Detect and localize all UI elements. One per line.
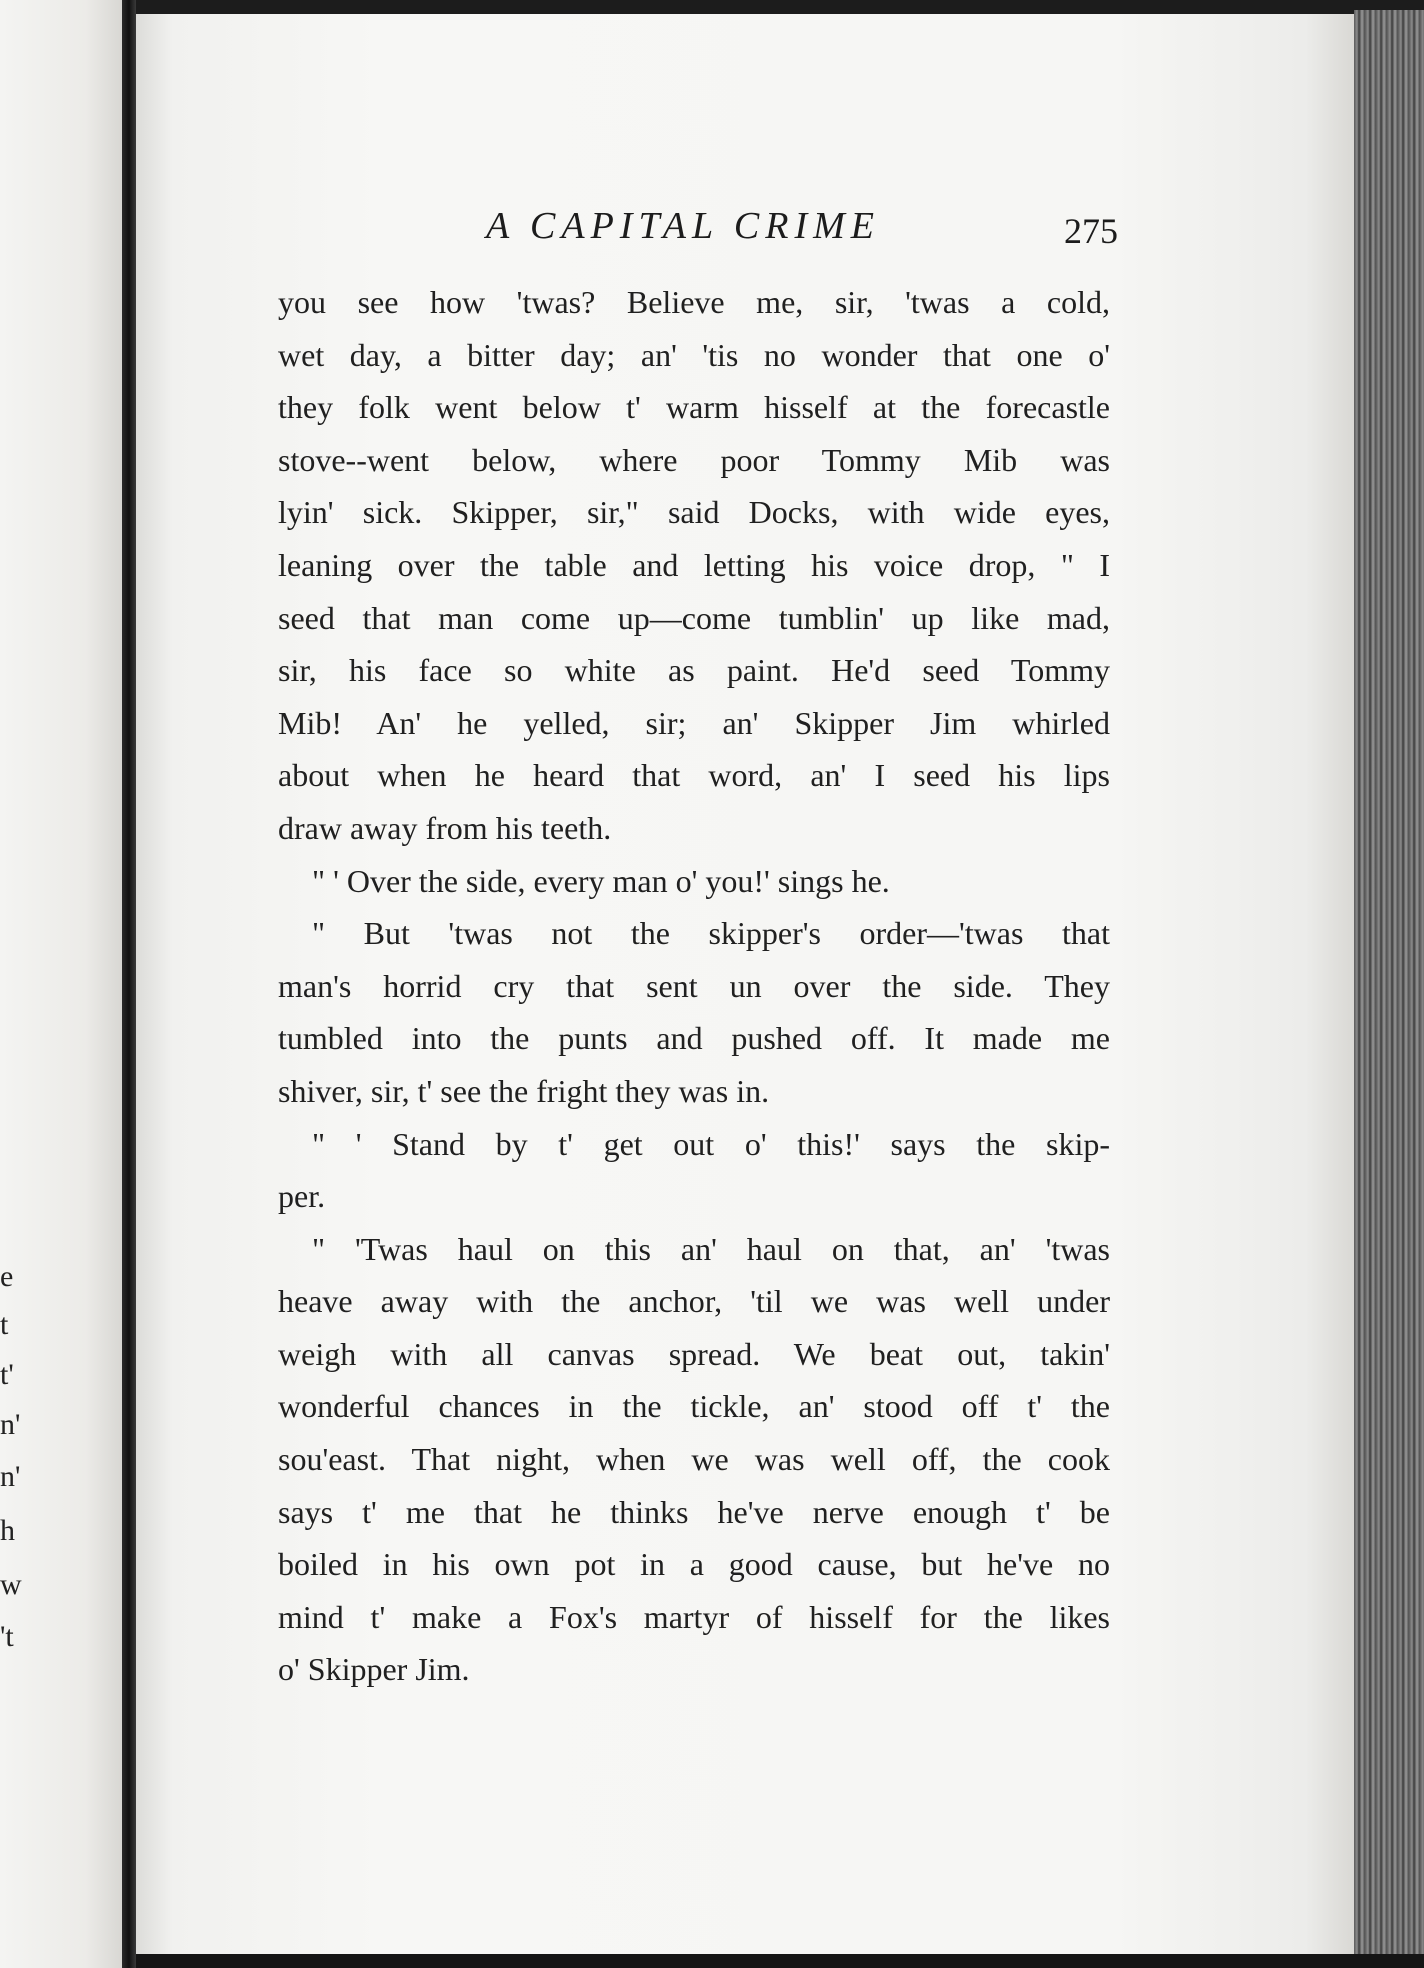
text-line: draw away from his teeth. [278,809,612,846]
page-edges [1354,10,1424,1960]
text-line: wet day, a bitter day; an' 'tis no wonder that one o' [278,336,1110,373]
text-line: weigh with all canvas spread. We beat out, takin' [278,1335,1110,1372]
text-line: tumbled into the punts and pushed off. It made me [278,1020,1110,1057]
text-line: you see how 'twas? Believe me, sir, 'twas a cold, [278,284,1110,320]
text-line: sou'east. That night, when we was well off, the cook [278,1441,1110,1478]
left-page-fragment: n' [0,1460,21,1493]
scan-border [136,1954,1424,1968]
text-line: about when he heard that word, an' I seed his lips [278,757,1110,794]
paragraph [278,276,1110,855]
left-page-fragment: h [0,1514,15,1547]
paragraph [278,1223,1110,1696]
text-line: per. [278,1178,326,1215]
text-line: o' Skipper Jim. [278,1651,470,1688]
text-line: mind t' make a Fox's martyr of hisself for the likes [278,1598,1110,1635]
left-facing-page [0,0,122,1968]
text-line: " 'Twas haul on this an' haul on that, an' 'twas [312,1230,1110,1267]
left-page-fragment: t' [0,1358,14,1391]
text-line: heave away with the anchor, 'til we was well under [278,1283,1110,1320]
text-line: Mib! An' he yelled, sir; an' Skipper Jim whirled [278,704,1110,741]
text-line: leaning over the table and letting his voice drop, " I [278,546,1110,583]
left-page-fragment: t [0,1308,9,1341]
right-page [136,14,1354,1958]
left-page-fragment: e [0,1260,14,1293]
book-gutter [122,0,136,1968]
text-line: sir, his face so white as paint. He'd seed Tommy [278,652,1110,689]
paragraph [278,1118,1110,1223]
text-line: seed that man come up—come tumblin' up like mad, [278,599,1110,636]
paragraph [278,855,1110,908]
left-page-fragment: 't [0,1620,14,1653]
text-line: stove--went below, where poor Tommy Mib was [278,441,1110,478]
body-text [278,276,1110,1696]
page-number: 275 [1064,211,1118,251]
left-page-fragment: w [0,1568,22,1601]
paragraph [278,907,1110,1117]
text-line: " ' Over the side, every man o' you!' sings he. [312,862,890,899]
text-line: man's horrid cry that sent un over the side. They [278,967,1110,1004]
text-line: lyin' sick. Skipper, sir," said Docks, with wide eyes, [278,494,1110,531]
text-line: boiled in his own pot in a good cause, but he've no [278,1546,1110,1583]
text-line: they folk went below t' warm hisself at the forecastle [278,389,1110,426]
left-page-fragment: n' [0,1408,21,1441]
text-line: shiver, sir, t' see the fright they was in. [278,1072,770,1109]
page-header [136,204,1354,254]
text-line: " ' Stand by t' get out o' this!' says the skip- [312,1125,1110,1162]
text-line: " But 'twas not the skipper's order—'twas that [312,915,1110,952]
text-line: says t' me that he thinks he've nerve enough t' be [278,1493,1110,1530]
text-line: wonderful chances in the tickle, an' stood off t' the [278,1388,1110,1425]
running-title: A CAPITAL CRIME [486,205,880,247]
